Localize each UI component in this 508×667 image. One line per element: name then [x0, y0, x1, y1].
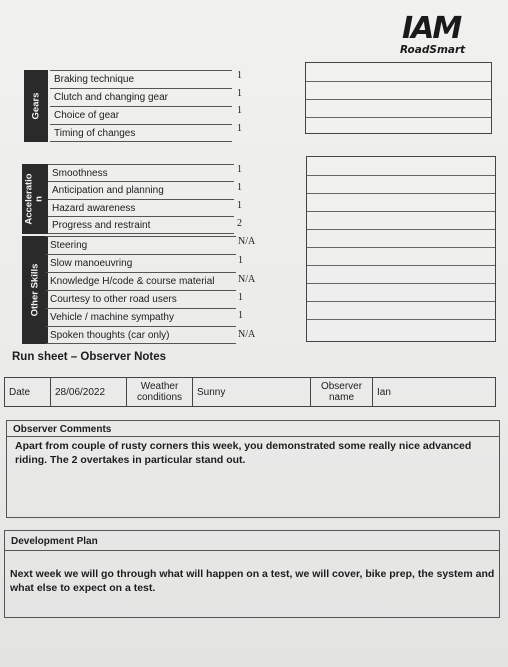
development-plan-text: Next week we will go through what will happen on a test, we will cover, bike prep, the system and what else to expect on a test.: [10, 568, 495, 594]
skill-label: Slow manoeuvring: [50, 258, 133, 269]
development-plan-header: Development Plan: [5, 531, 499, 551]
observer-value[interactable]: Ian: [377, 386, 391, 398]
skill-score: N/A: [238, 236, 256, 247]
skill-score: 1: [237, 70, 242, 81]
skill-score: 1: [238, 310, 243, 321]
development-plan-box[interactable]: [4, 530, 500, 618]
observer-comments-header: Observer Comments: [7, 421, 499, 437]
skill-score: N/A: [238, 329, 256, 340]
table-row: [46, 308, 236, 326]
table-row: [48, 199, 234, 217]
notes-box-acceleration-other[interactable]: [306, 156, 496, 342]
observer-comments-box[interactable]: [6, 420, 500, 518]
skill-score: N/A: [238, 274, 256, 285]
table-row: [50, 70, 232, 88]
group-label-acceleration: [22, 164, 48, 234]
skill-label: Steering: [50, 240, 88, 251]
logo-mark: IAM: [402, 11, 461, 46]
skill-label: Anticipation and planning: [52, 185, 164, 196]
skill-label: Spoken thoughts (car only): [50, 330, 170, 341]
notes-box-gears[interactable]: [305, 62, 492, 134]
skill-score: 1: [237, 182, 242, 193]
skill-label: Braking technique: [54, 74, 135, 85]
table-row: [46, 236, 236, 254]
group-label-other-skills: [22, 236, 48, 344]
skill-score: 1: [237, 88, 242, 99]
skill-label: Vehicle / machine sympathy: [50, 312, 174, 323]
group-label-text: Acceleratio n: [24, 173, 46, 225]
table-row: [50, 106, 232, 124]
skill-score: 1: [237, 200, 242, 211]
run-sheet-title: Run sheet – Observer Notes: [12, 351, 167, 363]
skill-label: Knowledge H/code & course material: [50, 276, 215, 287]
skill-label: Progress and restraint: [52, 220, 151, 231]
run-sheet-info-table: [4, 377, 496, 407]
table-row: [46, 254, 236, 272]
skill-label: Smoothness: [52, 168, 108, 179]
weather-label: Weather conditions: [127, 378, 193, 406]
weather-value[interactable]: Sunny: [193, 378, 311, 406]
skill-label: Clutch and changing gear: [54, 92, 168, 103]
skill-score: 2: [237, 218, 242, 229]
table-row: [48, 164, 234, 182]
table-row: [46, 290, 236, 308]
table-row: [50, 124, 232, 142]
observer-comments-text: Apart from couple of rusty corners this week, you demonstrated some really nice advanced riding. The 2 overtakes in particular stand out.: [15, 440, 472, 466]
skill-label: Hazard awareness: [52, 203, 136, 214]
table-row: [50, 88, 232, 106]
skill-score: 1: [238, 255, 243, 266]
skill-score: 1: [237, 164, 242, 175]
table-row: [48, 181, 234, 199]
group-label-gears: [24, 70, 48, 142]
skill-label: Timing of changes: [54, 128, 136, 139]
logo-subtitle: RoadSmart: [400, 44, 466, 56]
iam-roadsmart-logo: [396, 11, 476, 60]
skill-label: Choice of gear: [54, 110, 120, 121]
skill-score: 1: [237, 123, 242, 134]
table-row: [48, 216, 234, 234]
date-label: Date: [5, 378, 51, 406]
skill-label: Courtesy to other road users: [50, 294, 177, 305]
skill-score: 1: [238, 292, 243, 303]
date-value[interactable]: 28/06/2022: [51, 378, 127, 406]
group-label-text: Gears: [30, 92, 41, 120]
group-label-text: Other Skills: [29, 263, 40, 317]
table-row: [46, 272, 236, 290]
observer-label: Observer name: [311, 378, 373, 406]
table-row: [46, 326, 236, 344]
skill-score: 1: [237, 105, 242, 116]
